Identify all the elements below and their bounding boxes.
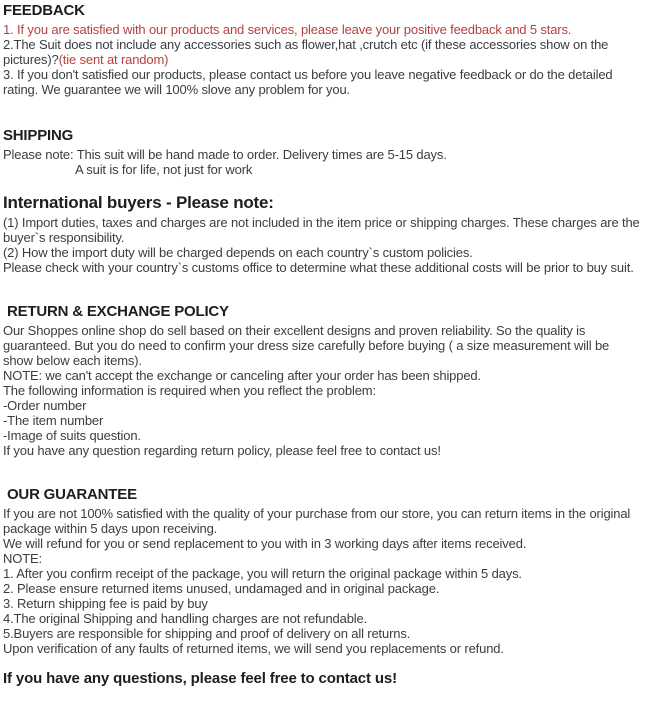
policy-line <box>3 37 640 67</box>
text-segment: We will refund for you or send replacement to you with in 3 working days after items received. <box>3 536 527 551</box>
highlighted-text: (tie sent at random) <box>58 52 169 67</box>
text-segment: Please check with your country`s customs office to determine what these additional costs will be prior to buy suit. <box>3 260 634 275</box>
text-segment: Upon verification of any faults of returned items, we will send you replacements or refund. <box>3 641 504 656</box>
text-segment: (1) Import duties, taxes and charges are not included in the item price or shipping charges. These charges are the buyer`s responsibility. <box>3 215 640 245</box>
section-feedback <box>3 2 640 97</box>
policy-line <box>3 581 640 596</box>
text-segment: -Image of suits question. <box>3 428 141 443</box>
text-segment: NOTE: we can't accept the exchange or canceling after your order has been shipped. <box>3 368 481 383</box>
text-segment: Please note: This suit will be hand made to order. Delivery times are 5-15 days. <box>3 147 447 162</box>
return-exchange-title: RETURN & EXCHANGE POLICY <box>3 303 229 320</box>
policy-line <box>3 245 640 260</box>
text-segment: 4.The original Shipping and handling charges are not refundable. <box>3 611 368 626</box>
policy-line <box>3 22 640 37</box>
section-our-guarantee <box>3 486 640 656</box>
text-segment: If you have any question regarding return policy, please feel free to contact us! <box>3 443 441 458</box>
text-segment: NOTE: <box>3 551 42 566</box>
policy-line <box>3 383 640 398</box>
policy-line <box>3 596 640 611</box>
policy-line <box>3 641 640 656</box>
policy-line <box>3 626 640 641</box>
policy-line <box>3 536 640 551</box>
policy-line <box>3 428 640 443</box>
policy-line <box>3 215 640 245</box>
text-segment: 3. Return shipping fee is paid by buy <box>3 596 208 611</box>
section-return-exchange-policy <box>3 303 640 458</box>
section-shipping <box>3 127 640 177</box>
policy-line-indented <box>3 162 640 177</box>
text-segment: The following information is required when you reflect the problem: <box>3 383 376 398</box>
text-segment: -The item number <box>3 413 104 428</box>
text-segment: 2. Please ensure returned items unused, undamaged and in original package. <box>3 581 440 596</box>
section-international-buyers <box>3 193 640 275</box>
policy-line <box>3 566 640 581</box>
policy-line <box>3 413 640 428</box>
text-segment: (2) How the import duty will be charged depends on each country`s custom policies. <box>3 245 473 260</box>
text-segment: 2.The Suit does not include any accessories such as flower,hat ,crutch etc (if these accessories show on the pictures)? <box>3 37 609 67</box>
policy-line <box>3 398 640 413</box>
text-segment: A suit is for life, not just for work <box>75 162 253 177</box>
text-segment: -Order number <box>3 398 87 413</box>
text-segment: If you are not 100% satisfied with the quality of your purchase from our store, you can return items in the original package within 5 days upon receiving. <box>3 506 631 536</box>
feedback-title: FEEDBACK <box>3 2 85 19</box>
policy-line <box>3 611 640 626</box>
highlighted-text: 1. If you are satisfied with our products and services, please leave your positive feedback and 5 stars. <box>3 22 572 37</box>
our-guarantee-title: OUR GUARANTEE <box>3 486 137 503</box>
policy-line <box>3 147 640 162</box>
shipping-title: SHIPPING <box>3 127 74 144</box>
text-segment: 5.Buyers are responsible for shipping and proof of delivery on all returns. <box>3 626 411 641</box>
policy-line <box>3 368 640 383</box>
policy-line <box>3 551 640 566</box>
policy-line <box>3 443 640 458</box>
policy-line <box>3 506 640 536</box>
policy-line <box>3 67 640 97</box>
contact-note: If you have any questions, please feel free to contact us! <box>3 670 397 687</box>
policy-line <box>3 260 640 275</box>
text-segment: 1. After you confirm receipt of the package, you will return the original package within 5 days. <box>3 566 522 581</box>
policy-line <box>3 323 640 368</box>
text-segment: 3. If you don't satisfied our products, please contact us before you leave negative feedback or do the detailed rating. We guarantee we will 100% slove any problem for you. <box>3 67 613 97</box>
international-buyers-title: International buyers - Please note: <box>3 193 274 212</box>
text-segment: Our Shoppes online shop do sell based on their excellent designs and proven reliability. So the quality is guaranteed. But you do need to confirm your dress size carefully before buying ( a size measurement will be show below each items). <box>3 323 610 368</box>
